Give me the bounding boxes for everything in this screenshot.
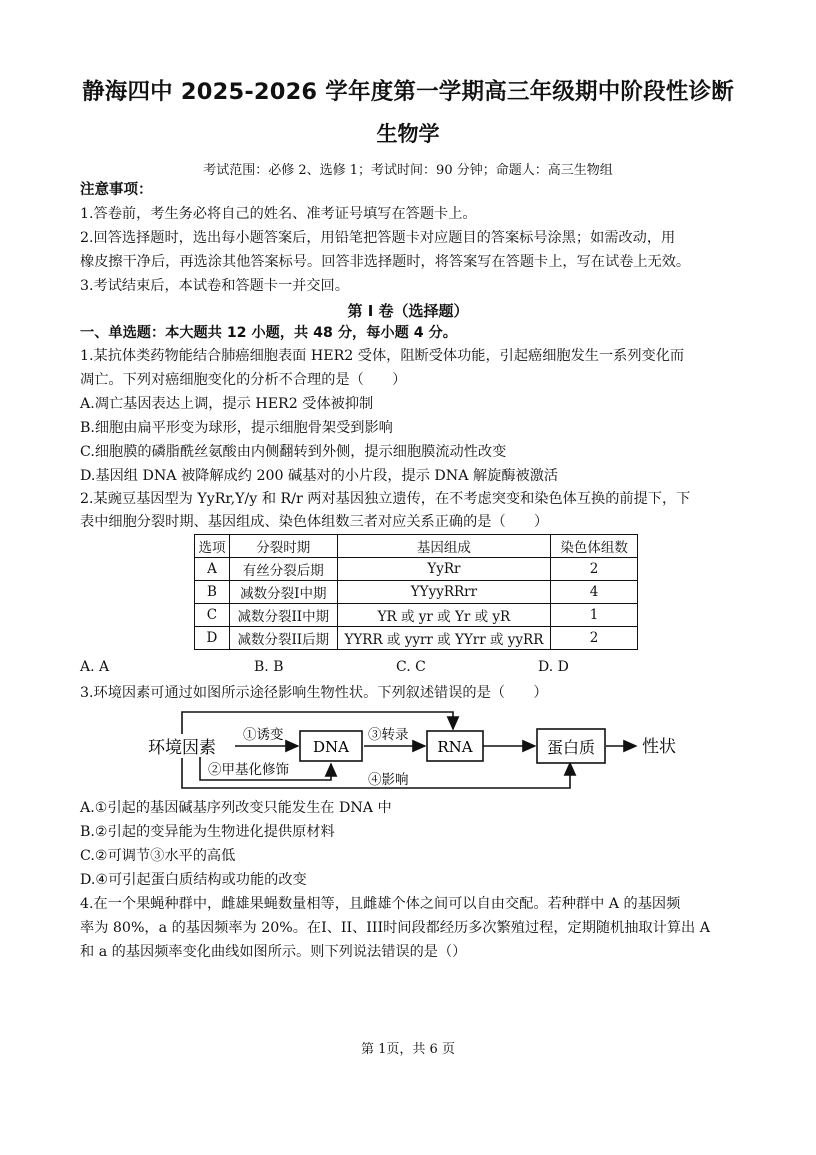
q3-option-b: B.②引起的变异能为生物进化提供原材料 bbox=[80, 824, 335, 840]
table-cell: A bbox=[195, 558, 230, 581]
q3-stem: 3.环境因素可通过如图所示途径影响生物性状。下列叙述错误的是（ ） bbox=[80, 685, 548, 701]
q1-option-d: D.基因组 DNA 被降解成约 200 碱基对的小片段，提示 DNA 解旋酶被激活 bbox=[80, 468, 559, 484]
q1-option-c: C.细胞膜的磷脂酰丝氨酸由内侧翻转到外侧，提示细胞膜流动性改变 bbox=[80, 444, 507, 460]
table-cell: 有丝分裂后期 bbox=[229, 558, 337, 581]
table-header: 基因组成 bbox=[337, 535, 551, 558]
table-cell: B bbox=[195, 581, 230, 604]
table-cell: YR 或 yr 或 Yr 或 yR bbox=[337, 604, 551, 627]
label-mutagenesis: ①诱变 bbox=[243, 727, 284, 743]
table-row bbox=[195, 604, 638, 627]
q1-option-b: B.细胞由扁平形变为球形，提示细胞骨架受到影响 bbox=[80, 420, 393, 436]
exam-meta: 考试范围：必修 2、选修 1；考试时间：90 分钟；命题人：高三生物组 bbox=[203, 163, 613, 178]
q1-option-a: A.凋亡基因表达上调，提示 HER2 受体被抑制 bbox=[80, 396, 374, 412]
table-header: 染色体组数 bbox=[551, 535, 638, 558]
q2-table bbox=[194, 534, 638, 650]
table-cell: 减数分裂I中期 bbox=[229, 581, 337, 604]
page-footer: 第 1页，共 6 页 bbox=[361, 1042, 455, 1057]
q2-stem-1: 2.某豌豆基因型为 YyRr,Y/y 和 R/r 两对基因独立遗传，在不考虑突变和染色体互换的前提下，下 bbox=[80, 491, 691, 507]
table-cell: 减数分裂II中期 bbox=[229, 604, 337, 627]
label-methylation: ②甲基化修饰 bbox=[208, 762, 289, 778]
pathway-diagram bbox=[140, 704, 720, 792]
q4-stem-2: 率为 80%，a 的基因频率为 20%。在I、II、III时间段都经历多次繁殖过程，定期随机抽取计算出 A bbox=[80, 920, 711, 936]
q4-stem-1: 4.在一个果蝇种群中，雌雄果蝇数量相等，且雌雄个体之间可以自由交配。若种群中 A 的基因频 bbox=[80, 896, 681, 912]
subject-title: 生物学 bbox=[376, 122, 440, 146]
section-part: 一、单选题：本大题共 12 小题，共 48 分，每小题 4 分。 bbox=[80, 325, 457, 341]
table-cell: YYRR 或 yyrr 或 YYrr 或 yyRR bbox=[337, 627, 551, 650]
q3-option-c: C.②可调节③水平的高低 bbox=[80, 848, 236, 864]
table-header: 选项 bbox=[195, 535, 230, 558]
note-line-2: 2.回答选择题时，选出每小题答案后，用铅笔把答题卡对应题目的答案标号涂黑；如需改动，用 bbox=[80, 230, 676, 246]
section-title: 第 I 卷（选择题） bbox=[347, 302, 469, 320]
table-header-row bbox=[195, 535, 638, 558]
q1-stem-2: 凋亡。下列对癌细胞变化的分析不合理的是（ ） bbox=[80, 372, 407, 388]
table-cell: 减数分裂II后期 bbox=[229, 627, 337, 650]
table-row bbox=[195, 558, 638, 581]
label-dna: DNA bbox=[313, 738, 349, 756]
label-influence: ④影响 bbox=[368, 772, 409, 788]
q3-option-a: A.①引起的基因碱基序列改变只能发生在 DNA 中 bbox=[80, 800, 392, 816]
note-line-3: 橡皮擦干净后，再选涂其他答案标号。回答非选择题时，将答案写在答题卡上，写在试卷上无效。 bbox=[80, 254, 691, 270]
table-row bbox=[195, 627, 638, 650]
label-environment: 环境因素 bbox=[148, 738, 216, 758]
q1-stem-1: 1.某抗体类药物能结合肺癌细胞表面 HER2 受体，阻断受体功能，引起癌细胞发生一系列变化而 bbox=[80, 348, 685, 364]
q4-stem-3: 和 a 的基因频率变化曲线如图所示。则下列说法错误的是（） bbox=[80, 944, 467, 960]
table-cell: D bbox=[195, 627, 230, 650]
table-cell: 2 bbox=[551, 627, 638, 650]
table-header: 分裂时期 bbox=[229, 535, 337, 558]
table-row bbox=[195, 581, 638, 604]
table-cell: YyRr bbox=[337, 558, 551, 581]
table-cell: 4 bbox=[551, 581, 638, 604]
q2-option-d: D. D bbox=[538, 659, 569, 675]
table-cell: C bbox=[195, 604, 230, 627]
table-cell: 2 bbox=[551, 558, 638, 581]
q2-option-a: A. A bbox=[80, 659, 110, 675]
label-rna: RNA bbox=[437, 738, 473, 756]
label-trait: 性状 bbox=[642, 737, 676, 757]
q2-stem-2: 表中细胞分裂时期、基因组成、染色体组数三者对应关系正确的是（ ） bbox=[80, 514, 549, 530]
label-protein: 蛋白质 bbox=[546, 738, 596, 757]
table-cell: YYyyRRrr bbox=[337, 581, 551, 604]
table-cell: 1 bbox=[551, 604, 638, 627]
q2-option-c: C. C bbox=[396, 659, 426, 675]
note-line-1: 1.答卷前，考生务必将自己的姓名、准考证号填写在答题卡上。 bbox=[80, 206, 477, 222]
label-transcription: ③转录 bbox=[368, 727, 409, 743]
notes-heading: 注意事项： bbox=[80, 182, 153, 198]
q3-option-d: D.④可引起蛋白质结构或功能的改变 bbox=[80, 872, 307, 888]
exam-title: 静海四中 2025-2026 学年度第一学期高三年级期中阶段性诊断 bbox=[82, 79, 734, 105]
q2-option-b: B. B bbox=[254, 659, 284, 675]
note-line-4: 3.考试结束后，本试卷和答题卡一并交回。 bbox=[80, 278, 349, 294]
